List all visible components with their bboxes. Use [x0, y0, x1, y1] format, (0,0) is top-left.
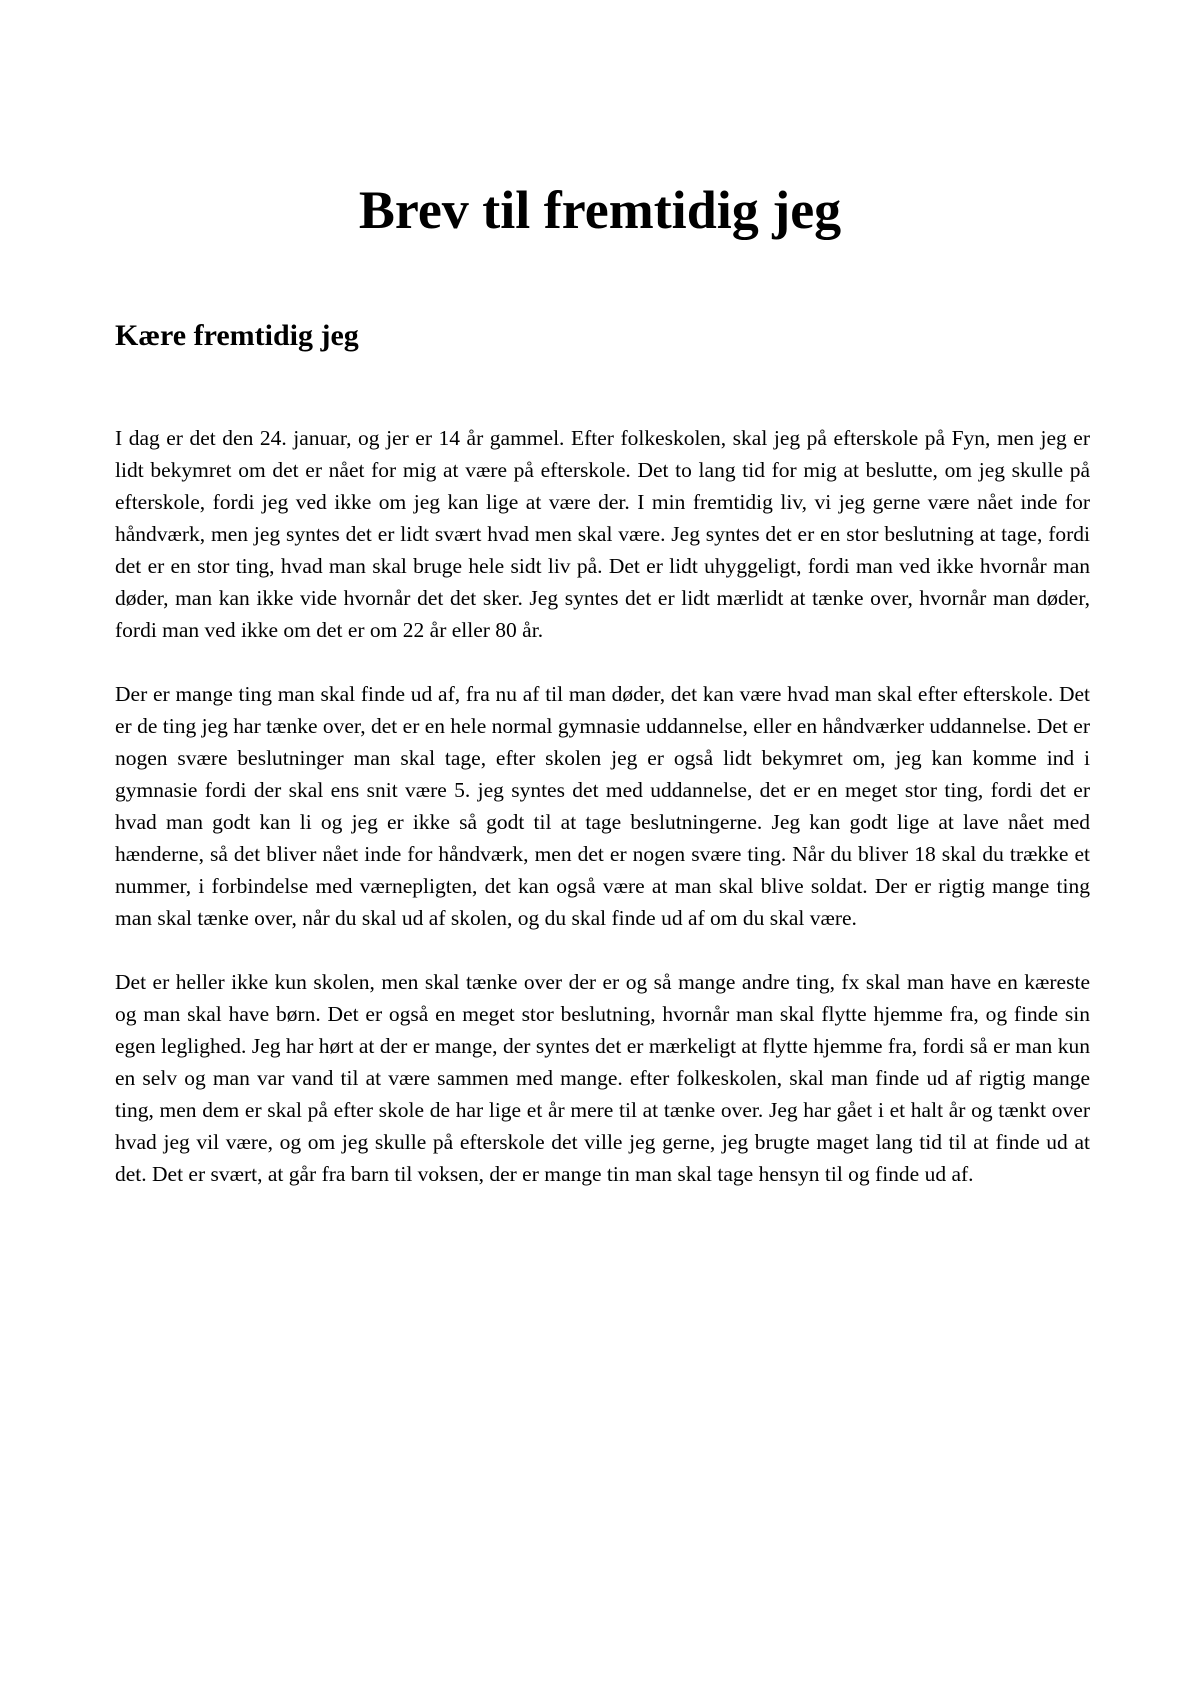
- document-title: Brev til fremtidig jeg: [358, 180, 842, 240]
- body-paragraph: I dag er det den 24. januar, og jer er 14 år gammel. Efter folkeskolen, skal jeg på efterskole på Fyn, men jeg er lidt bekymret om det er nået for mig at være på efterskole. Det to lang tid for mig at beslutte, om jeg skulle på efterskole, fordi jeg ved ikke om jeg kan lige at være der. I min fremtidig liv, vi jeg gerne være nået inde for håndværk, men jeg syntes det er lidt svært hvad men skal være. Jeg syntes det er en stor beslutning at tage, fordi det er en stor ting, hvad man skal bruge hele sidt liv på. Det er lidt uhyggeligt, fordi man ved ikke hvornår man døder, man kan ikke vide hvornår det det sker. Jeg syntes det er lidt mærlidt at tænke over, hvornår man døder, fordi man ved ikke om det er om 22 år eller 80 år.: [115, 426, 1090, 642]
- body-paragraph: Der er mange ting man skal finde ud af, fra nu af til man døder, det kan være hvad man skal efter efterskole. Det er de ting jeg har tænke over, det er en hele normal gymnasie uddannelse, eller en håndværker uddannelse. Det er nogen svære beslutninger man skal tage, efter skolen jeg er også lidt bekymret om, jeg kan komme ind i gymnasie fordi der skal ens snit være 5. jeg syntes det med uddannelse, det er en meget stor ting, fordi det er hvad man godt kan li og jeg er ikke så godt til at tage beslutningerne. Jeg kan godt lige at lave nået med hænderne, så det bliver nået inde for håndværk, men det er nogen svære ting. Når du bliver 18 skal du trække et nummer, i forbindelse med værnepligten, det kan også være at man skal blive soldat. Der er rigtig mange ting man skal tænke over, når du skal ud af skolen, og du skal finde ud af om du skal være.: [115, 682, 1090, 930]
- letter-salutation: Kære fremtidig jeg: [115, 319, 359, 352]
- letter-body: [115, 422, 1090, 1222]
- body-paragraph: Det er heller ikke kun skolen, men skal tænke over der er og så mange andre ting, fx skal man have en kæreste og man skal have børn. Det er også en meget stor beslutning, hvornår man skal flytte hjemme fra, og finde sin egen leglighed. Jeg har hørt at der er mange, der syntes det er mærkeligt at flytte hjemme fra, fordi så er man kun en selv og man var vand til at være sammen med mange. efter folkeskolen, skal man finde ud af rigtig mange ting, men dem er skal på efter skole de har lige et år mere til at tænke over. Jeg har gået i et halt år og tænkt over hvad jeg vil være, og om jeg skulle på efterskole det ville jeg gerne, jeg brugte maget lang tid til at finde ud at det. Det er svært, at går fra barn til voksen, der er mange tin man skal tage hensyn til og finde ud af.: [115, 970, 1090, 1186]
